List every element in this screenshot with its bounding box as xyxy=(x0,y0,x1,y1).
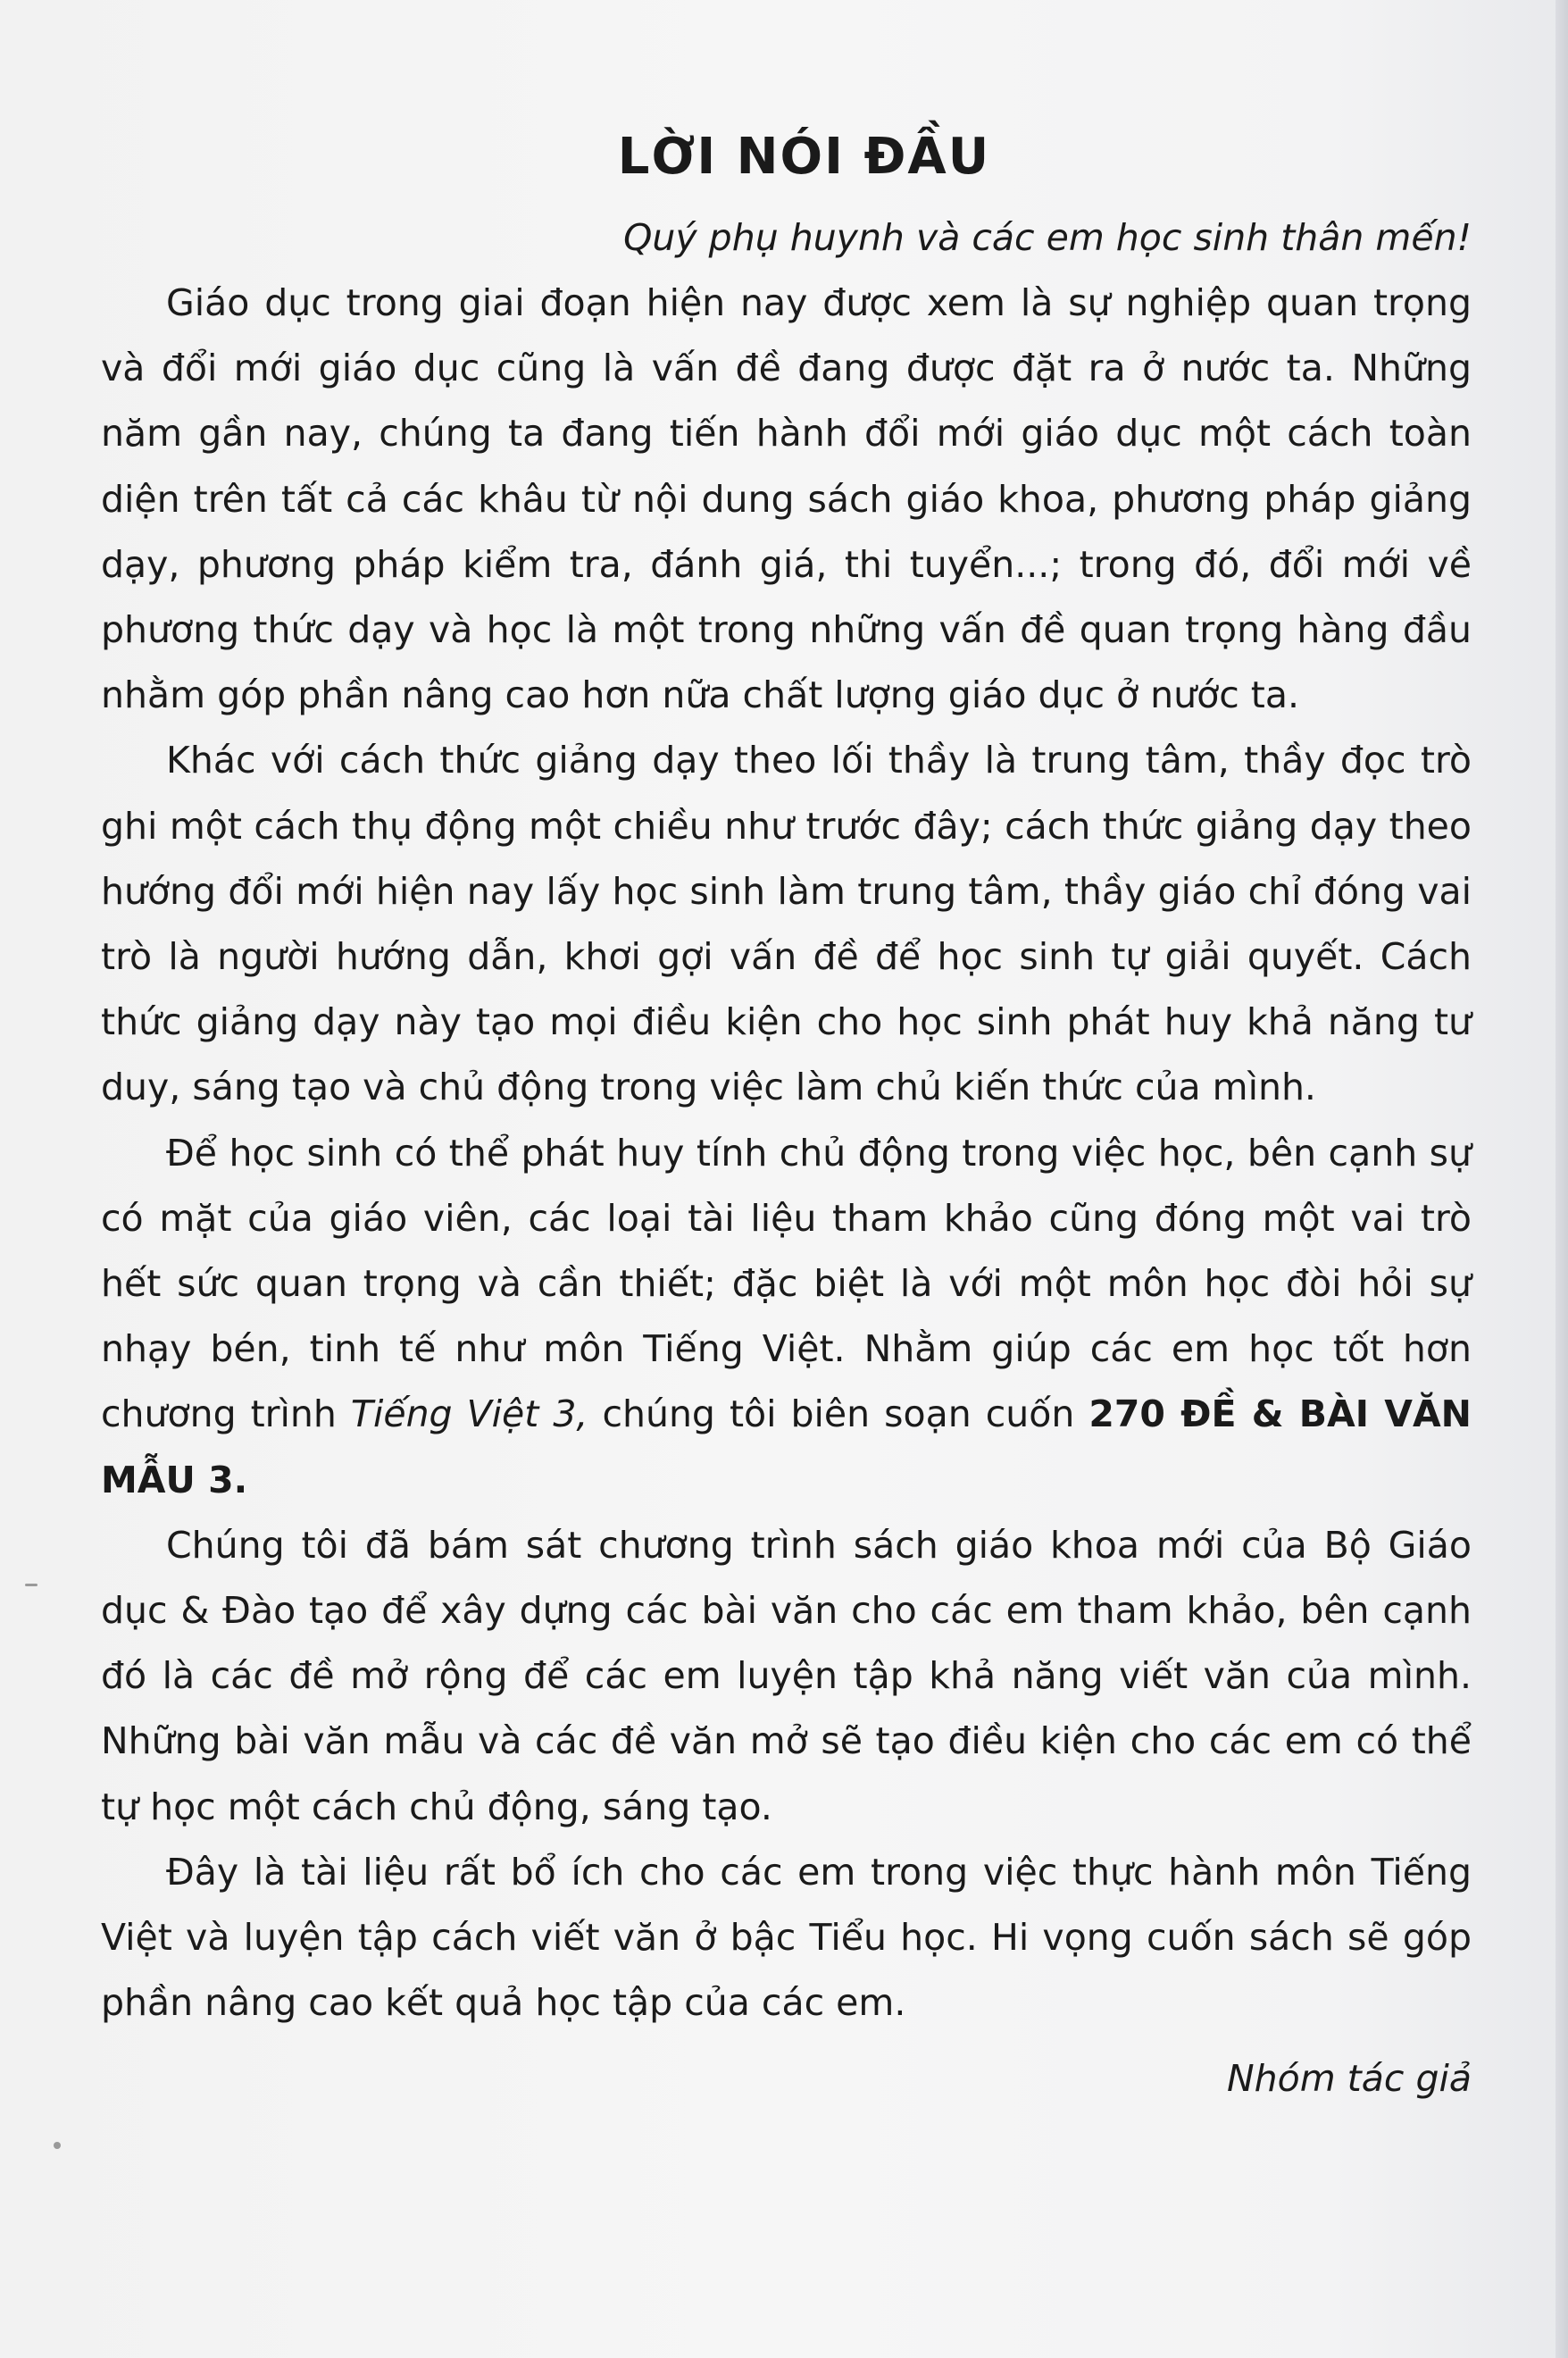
paragraph-4: Chúng tôi đã bám sát chương trình sách giáo khoa mới của Bộ Giáo dục & Đào tạo để xây dựng các bài văn cho các em tham khảo, bên cạnh đó là các đề mở rộng để các em luyện tập khả năng viết văn của mình. Những bài văn mẫu và các đề văn mở sẽ tạo điều kiện cho các em có thể tự học một cách chủ động, sáng tạo. xyxy=(101,1523,1472,1828)
salutation: Quý phụ huynh và các em học sinh thân mến! xyxy=(623,216,1472,259)
paragraph-5: Đây là tài liệu rất bổ ích cho các em trong việc thực hành môn Tiếng Việt và luyện tập cách viết văn ở bậc Tiểu học. Hi vọng cuốn sách sẽ góp phần nâng cao kết quả học tập của các em. xyxy=(101,1850,1472,2025)
page-title: LỜI NÓI ĐẦU xyxy=(617,128,991,186)
paper-speck xyxy=(54,2142,61,2149)
paper-speck xyxy=(25,1584,38,1586)
book-title-bold: 270 ĐỀ & BÀI VĂN MẪU 3. xyxy=(101,1392,1472,1501)
page-edge xyxy=(1555,0,1568,2358)
paragraph-1: Giáo dục trong giai đoạn hiện nay được xem là sự nghiệp quan trọng và đổi mới giáo dục cũng là vấn đề đang được đặt ra ở nước ta. Những năm gần nay, chúng ta đang tiến hành đổi mới giáo dục một cách toàn diện trên tất cả các khâu từ nội dung sách giáo khoa, phương pháp giảng dạy, phương pháp kiểm tra, đánh giá, thi tuyển...; trong đó, đổi mới về phương thức dạy và học là một trong những vấn đề quan trọng hàng đầu nhằm góp phần nâng cao hơn nữa chất lượng giáo dục ở nước ta. xyxy=(101,281,1472,717)
paragraph-2: Khác với cách thức giảng dạy theo lối thầy là trung tâm, thầy đọc trò ghi một cách thụ động một chiều như trước đây; cách thức giảng dạy theo hướng đổi mới hiện nay lấy học sinh làm trung tâm, thầy giáo chỉ đóng vai trò là người hướng dẫn, khơi gợi vấn đề để học sinh tự giải quyết. Cách thức giảng dạy này tạo mọi điều kiện cho học sinh phát huy khả năng tư duy, sáng tạo và chủ động trong việc làm chủ kiến thức của mình. xyxy=(101,739,1472,1109)
paragraph-3-text: Để học sinh có thể phát huy tính chủ động trong việc học, bên cạnh sự có mặt của giáo viên, các loại tài liệu tham khảo cũng đóng một vai trò hết sức quan trọng và cần thiết; đặc biệt là với một môn học đòi hỏi sự nhạy bén, tinh tế như môn Tiếng Việt. Nhằm giúp các em học tốt hơn chương trình xyxy=(101,1131,1472,1436)
paragraph-3-text-continued: chúng tôi biên soạn cuốn xyxy=(588,1392,1089,1436)
preface-content xyxy=(101,125,1472,2111)
signature: Nhóm tác giả xyxy=(1226,2057,1472,2101)
paragraph-3 xyxy=(101,1121,1472,1513)
book-reference-italic: Tiếng Việt 3, xyxy=(350,1392,588,1436)
